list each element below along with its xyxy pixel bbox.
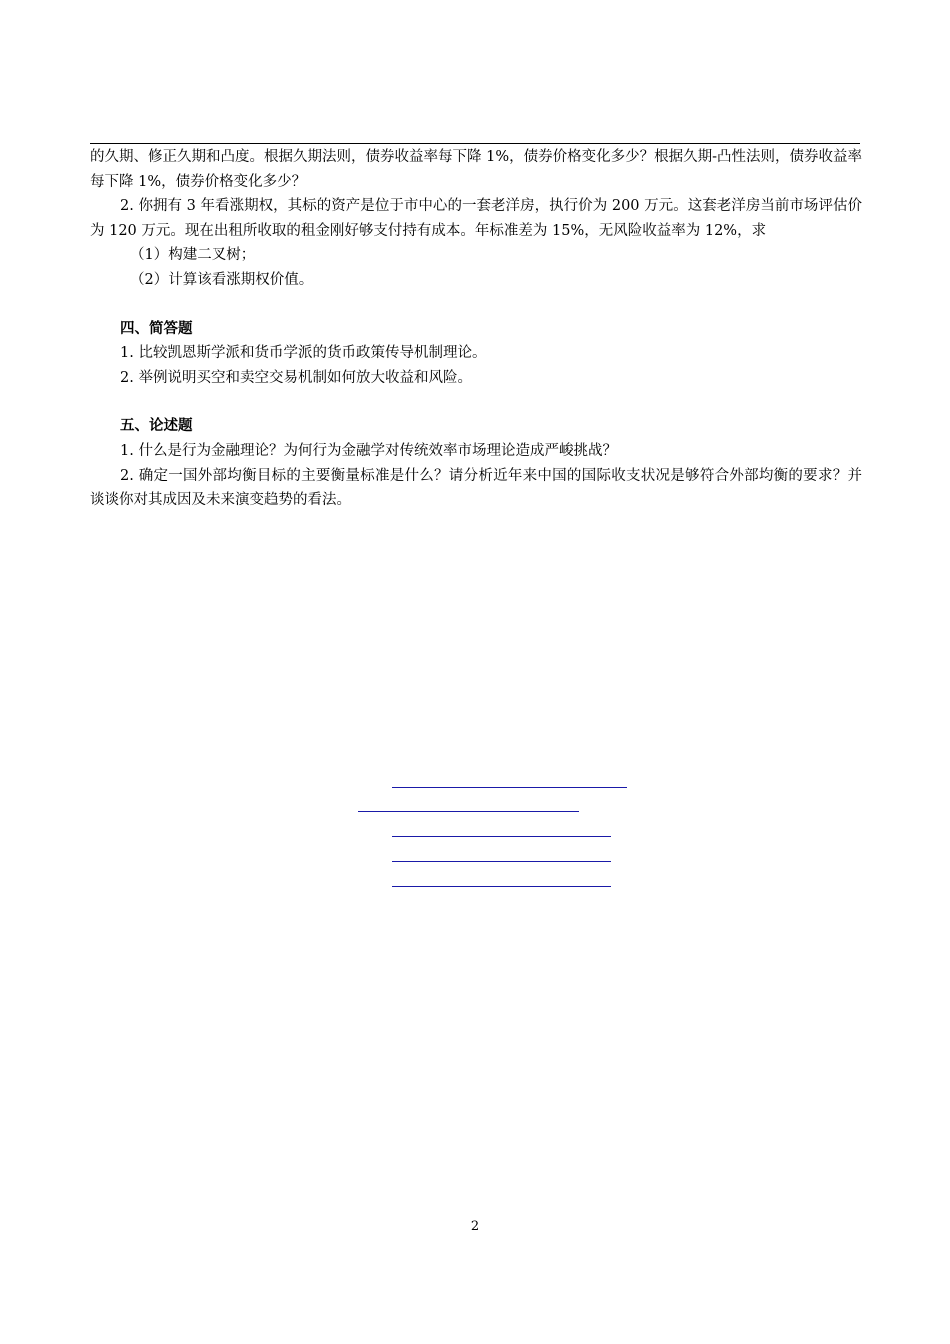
link-underline-5[interactable] [392,886,611,887]
section-4-heading: 四、简答题 [120,319,193,337]
document-body [90,145,862,513]
link-underline-4[interactable] [392,861,611,862]
section-4-item-1: 1. 比较凯恩斯学派和货币学派的货币政策传导机制理论。 [120,345,487,362]
link-underline-2[interactable] [358,811,579,812]
link-underline-1[interactable] [392,787,627,788]
link-underline-3[interactable] [392,836,611,837]
header-rule [90,143,860,144]
section-4-item-2: 2. 举例说明买空和卖空交易机制如何放大收益和风险。 [120,369,472,386]
section-5-item-1: 1. 什么是行为金融理论？为何行为金融学对传统效率市场理论造成严峻挑战？ [120,442,617,459]
page-number: 2 [470,1219,480,1234]
question-2-part-2: （2）计算该看涨期权价值。 [130,271,314,288]
question-2: 2. 你拥有 3 年看涨期权，其标的资产是位于市中心的一套老洋房，执行价为 200 万元。这套老洋房当前市场评估价为 120 万元。现在出租所收取的租金刚好够支付持有成本。年标准差为 15%，无风险收益率为 12%，求 [90,198,862,239]
question-1-continuation: 的久期、修正久期和凸度。根据久期法则，债券收益率每下降 1%，债券价格变化多少？根据久期-凸性法则，债券收益率每下降 1%，债券价格变化多少？ [90,149,863,190]
section-5-item-2: 2. 确定一国外部均衡目标的主要衡量标准是什么？请分析近年来中国的国际收支状况是够符合外部均衡的要求？并谈谈你对其成因及未来演变趋势的看法。 [90,467,862,509]
section-5-heading: 五、论述题 [120,417,193,435]
question-2-part-1: （1）构建二叉树； [130,247,256,264]
